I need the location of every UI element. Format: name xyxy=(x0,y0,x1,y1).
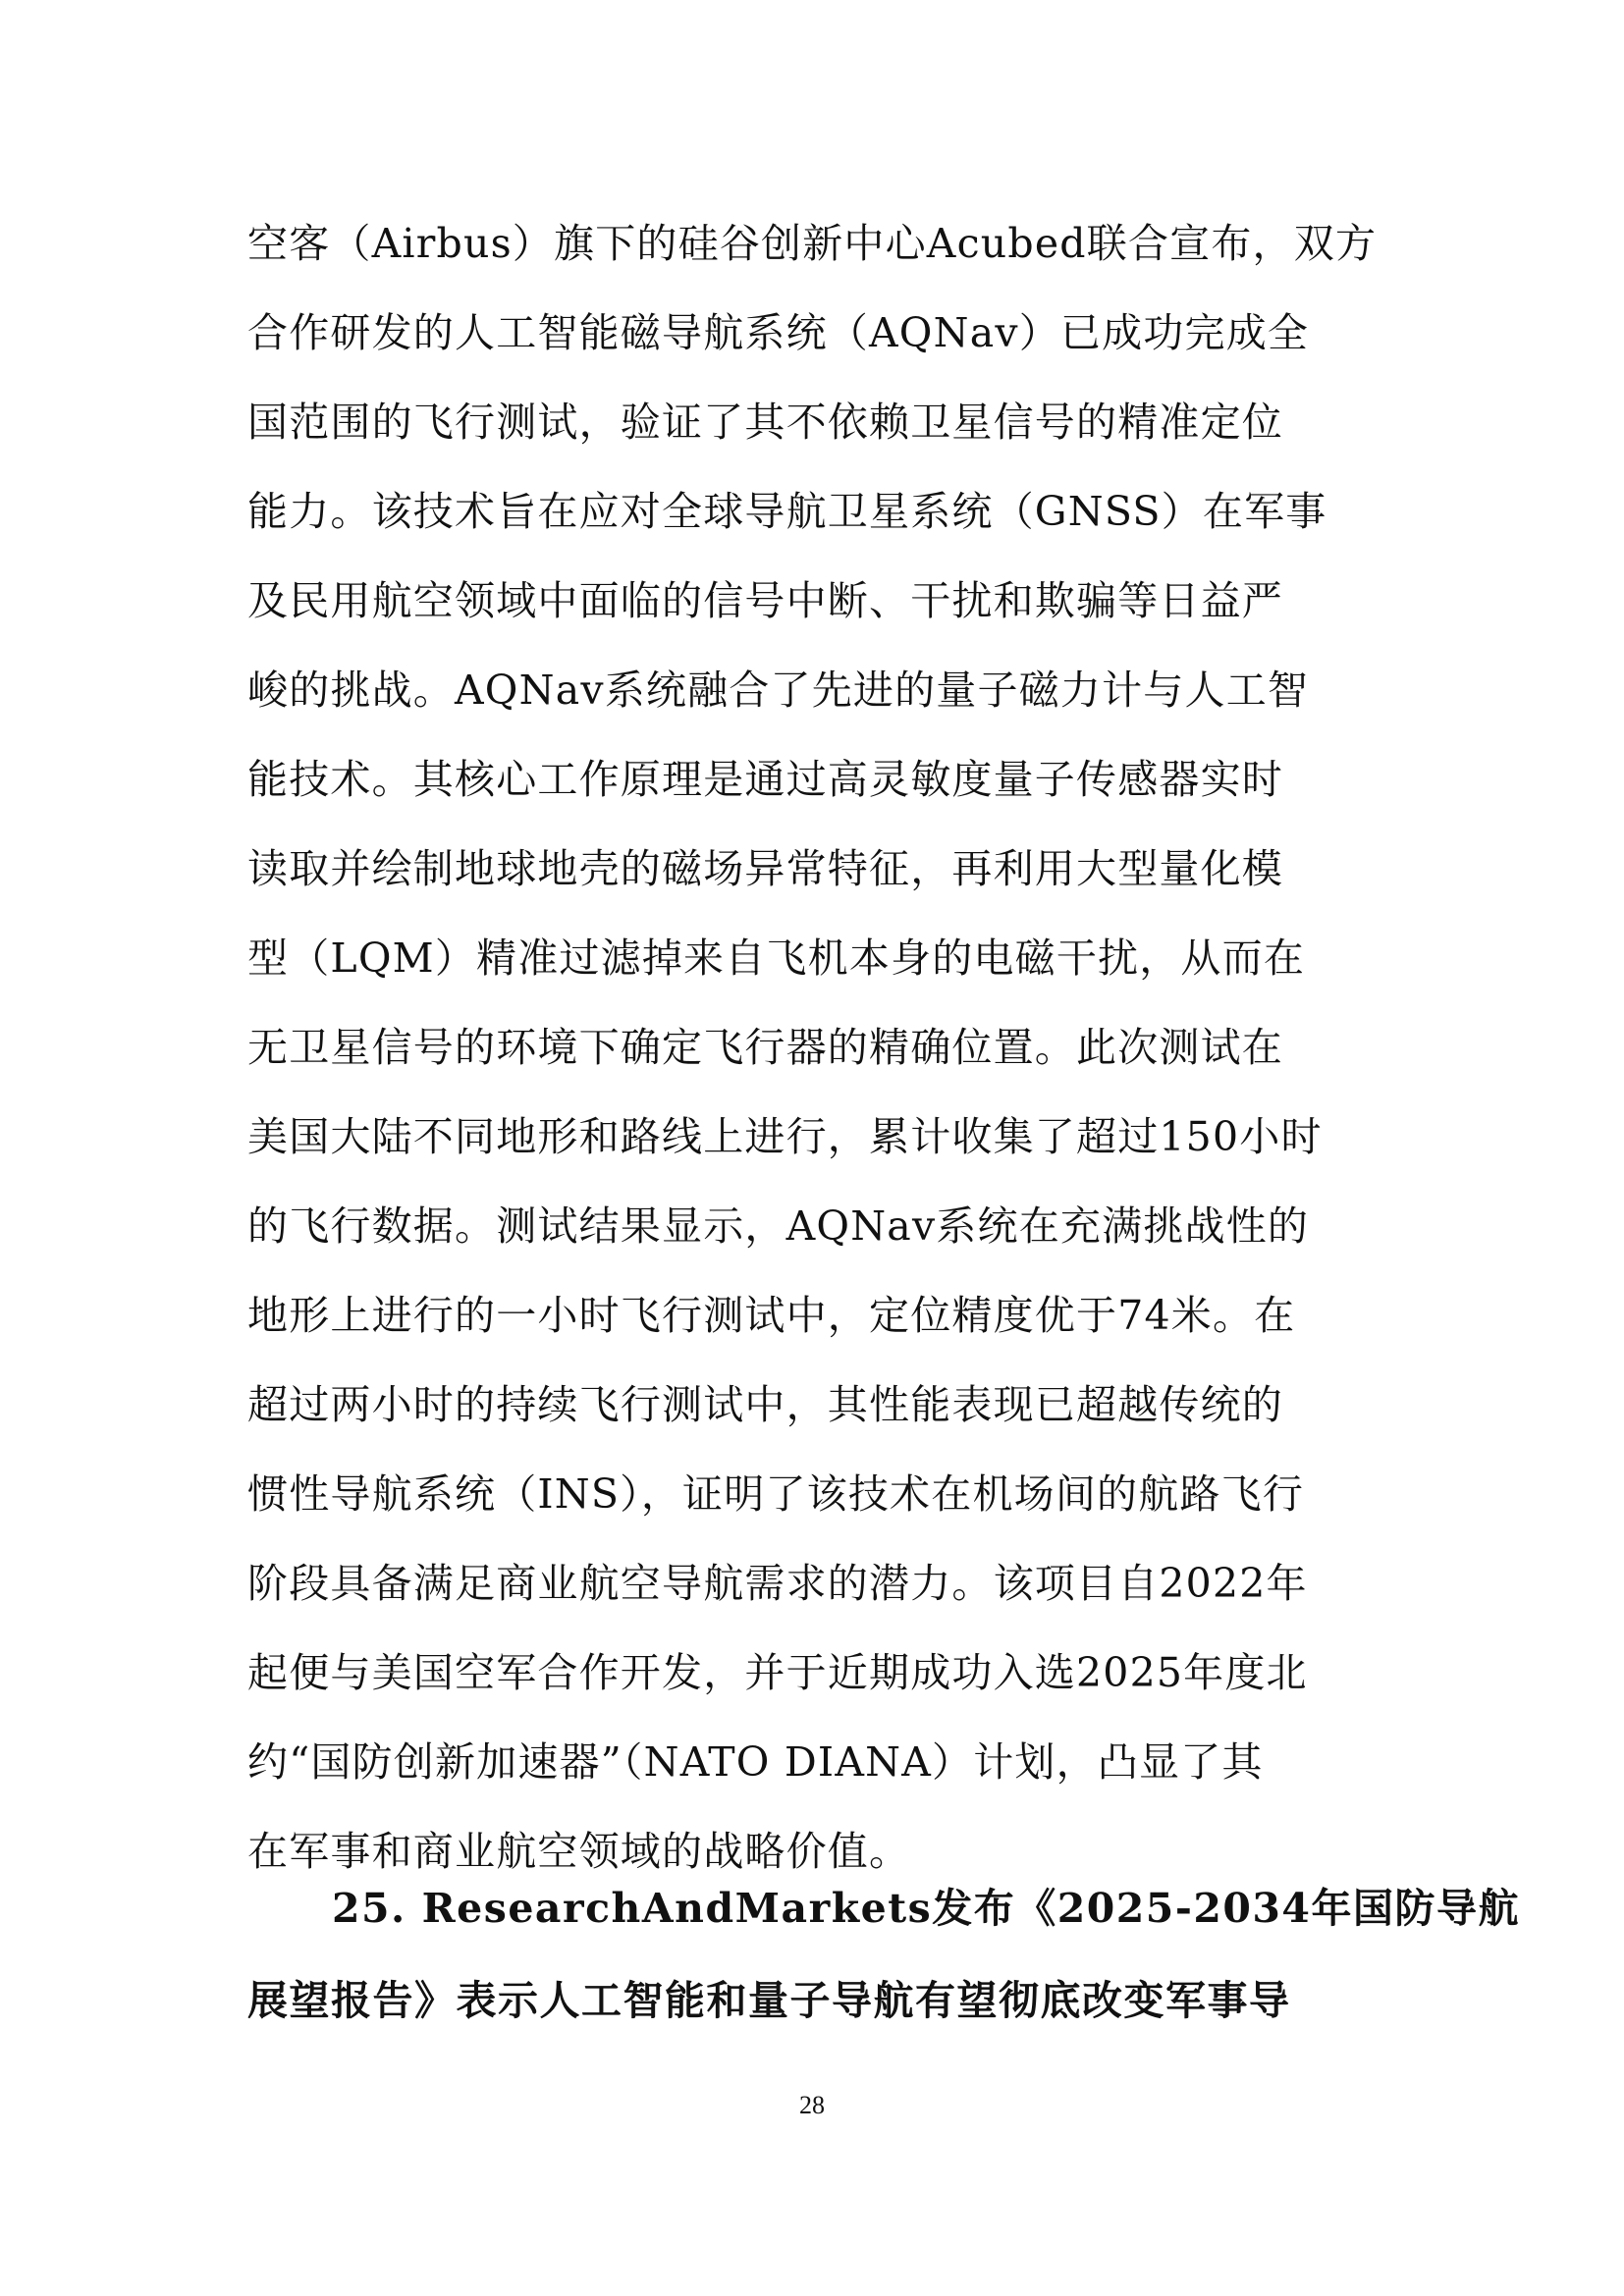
paragraph-line: 的飞行数据。测试结果显示，AQNav系统在充满挑战性的 xyxy=(247,1202,1310,1250)
paragraph-line: 无卫星信号的环境下确定飞行器的精确位置。此次测试在 xyxy=(247,1024,1283,1071)
paragraph-line: 惯性导航系统（INS），证明了该技术在机场间的航路飞行 xyxy=(247,1470,1305,1518)
paragraph-line: 地形上进行的一小时飞行测试中，定位精度优于74米。在 xyxy=(247,1292,1296,1339)
page-number: 28 xyxy=(799,2091,825,2119)
heading-line: 25. ResearchAndMarkets发布《2025-2034年国防导航 xyxy=(332,1885,1520,1932)
paragraph-line: 空客（Airbus）旗下的硅谷创新中心Acubed联合宣布，双方 xyxy=(247,220,1378,267)
paragraph-line: 合作研发的人工智能磁导航系统（AQNav）已成功完成全 xyxy=(247,309,1310,356)
section-heading xyxy=(247,1873,1520,2057)
paragraph-line: 读取并绘制地球地壳的磁场异常特征，再利用大型量化模 xyxy=(247,845,1283,892)
paragraph-line: 能技术。其核心工作原理是通过高灵敏度量子传感器实时 xyxy=(247,756,1283,803)
paragraph-line: 型（LQM）精准过滤掉来自飞机本身的电磁干扰，从而在 xyxy=(247,934,1306,982)
body-paragraph xyxy=(247,208,1386,1905)
paragraph-line: 约“国防创新加速器”（NATO DIANA）计划，凸显了其 xyxy=(247,1738,1264,1786)
paragraph-line: 美国大陆不同地形和路线上进行，累计收集了超过150小时 xyxy=(247,1113,1323,1160)
paragraph-line: 国范围的飞行测试，验证了其不依赖卫星信号的精准定位 xyxy=(247,399,1283,446)
paragraph-line: 能力。该技术旨在应对全球导航卫星系统（GNSS）在军事 xyxy=(247,488,1327,535)
paragraph-line: 及民用航空领域中面临的信号中断、干扰和欺骗等日益严 xyxy=(247,577,1283,624)
paragraph-line: 阶段具备满足商业航空导航需求的潜力。该项目自2022年 xyxy=(247,1560,1308,1607)
heading-line: 展望报告》表示人工智能和量子导航有望彻底改变军事导 xyxy=(247,1977,1291,2024)
paragraph-line: 起便与美国空军合作开发，并于近期成功入选2025年度北 xyxy=(247,1649,1308,1696)
paragraph-line: 峻的挑战。AQNav系统融合了先进的量子磁力计与人工智 xyxy=(247,667,1310,714)
paragraph-line: 超过两小时的持续飞行测试中，其性能表现已超越传统的 xyxy=(247,1381,1283,1428)
paragraph-line: 在军事和商业航空领域的战略价值。 xyxy=(247,1828,911,1875)
